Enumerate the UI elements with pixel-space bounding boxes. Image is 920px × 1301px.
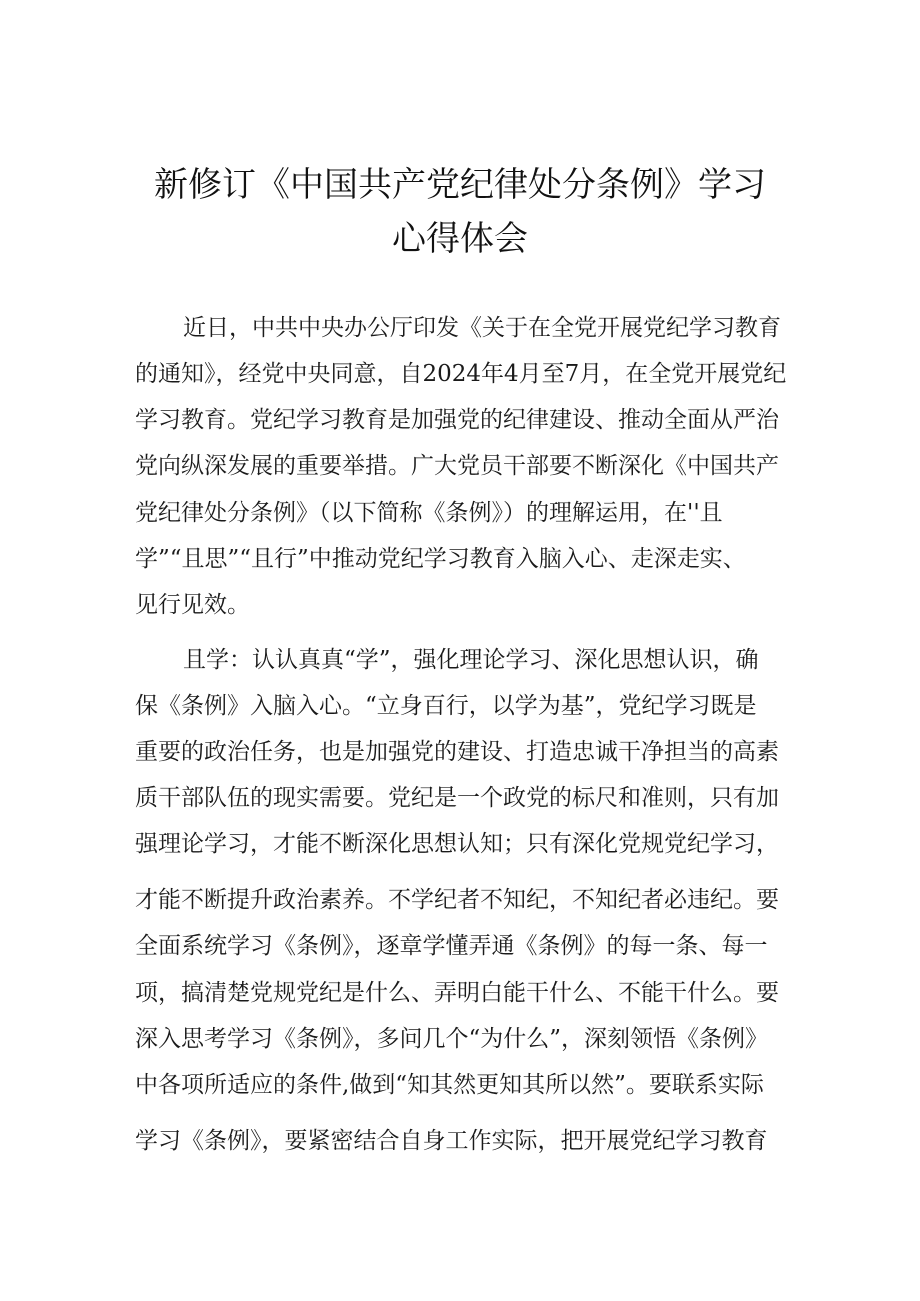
paragraph-1-line-2: 的通知》，经党中央同意，自2024年4月至7月，在全党开展党纪: [135, 361, 787, 387]
paragraph-2-line-1: 且学：认认真真“学”，强化理论学习、深化思想认识，确: [183, 647, 759, 673]
paragraph-1-line-7: 见行见效。: [135, 592, 250, 618]
paragraph-2-line-9: 深入思考学习《条例》，多问几个“为什么”，深刻领悟《条例》: [135, 1026, 769, 1052]
paragraph-2-line-7: 全面系统学习《条例》，逐章学懂弄通《条例》的每一条、每一: [135, 933, 768, 959]
paragraph-2-line-6: 才能不断提升政治素养。不学纪者不知纪，不知纪者必违纪。要: [135, 887, 779, 913]
document-title-line-1: 新修订《中国共产党纪律处分条例》学习: [154, 165, 766, 205]
paragraph-2-line-4: 质干部队伍的现实需要。党纪是一个政党的标尺和准则，只有加: [135, 785, 779, 811]
paragraph-2-line-5: 强理论学习，才能不断深化思想认知；只有深化党规党纪学习，: [135, 831, 779, 857]
paragraph-1-line-3: 学习教育。党纪学习教育是加强党的纪律建设、推动全面从严治: [135, 407, 779, 433]
paragraph-1-line-1: 近日，中共中央办公厅印发《关于在全党开展党纪学习教育: [183, 315, 781, 341]
paragraph-2-line-11: 学习《条例》，要紧密结合自身工作实际，把开展党纪学习教育: [135, 1128, 768, 1154]
document-title-line-2: 心得体会: [392, 219, 528, 259]
paragraph-2-line-10: 中各项所适应的条件,做到“知其然更知其所以然”。要联系实际: [135, 1072, 764, 1098]
paragraph-2-line-8: 项，搞清楚党规党纪是什么、弄明白能干什么、不能干什么。要: [135, 980, 779, 1006]
paragraph-1-line-5: 党纪律处分条例》（以下简称《条例》）的理解运用，在''且: [135, 500, 723, 526]
paragraph-2-line-2: 保《条例》入脑入心。“立身百行，以学为基”，党纪学习既是: [135, 693, 757, 719]
paragraph-1-line-6: 学”“且思”“且行”中推动党纪学习教育入脑入心、走深走实、: [135, 546, 746, 572]
paragraph-1-line-4: 党向纵深发展的重要举措。广大党员干部要不断深化《中国共产: [135, 453, 779, 479]
paragraph-2-line-3: 重要的政治任务，也是加强党的建设、打造忠诚干净担当的高素: [135, 739, 779, 765]
